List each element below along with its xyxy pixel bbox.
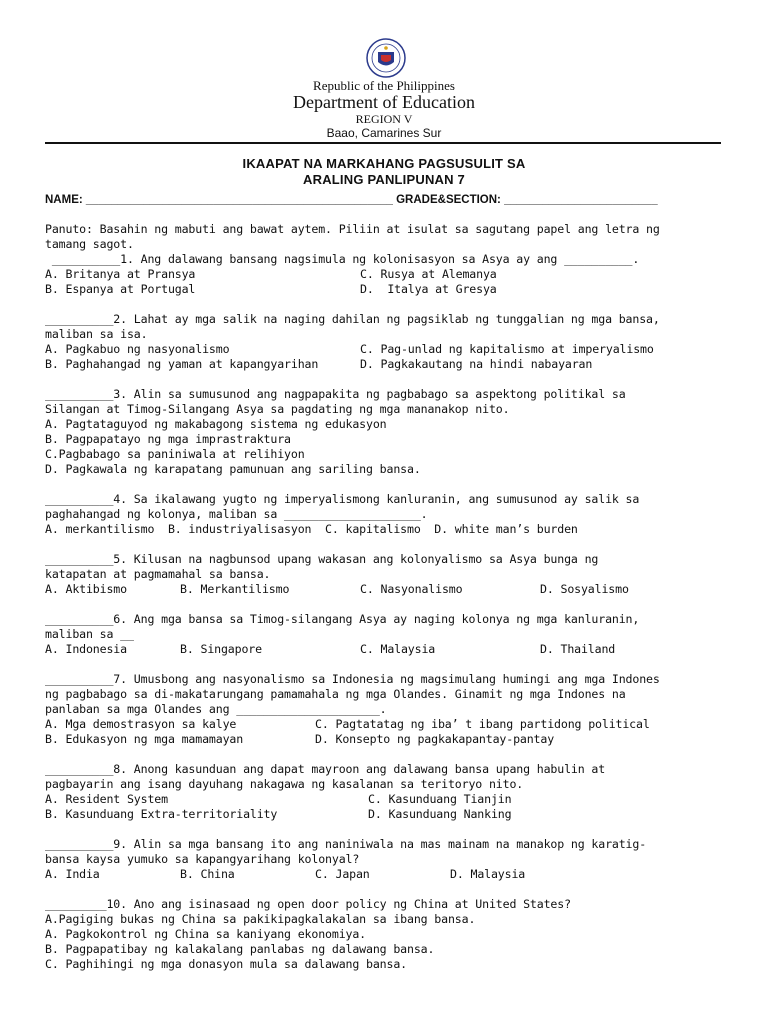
choice: A. Britanya at Pransya	[45, 267, 196, 281]
choice: A. Pagtataguyod ng makabagong sistema ng edukasyon	[45, 417, 387, 431]
choice-row: A. merkantilismo B. industriyalisasyon C. kapitalismo D. white man’s burden	[45, 522, 578, 536]
question-stem: __________2. Lahat ay mga salik na naging dahilan ng pagsiklab ng tunggalian ng mga bansa,	[45, 312, 660, 326]
choice: A. Mga demostrasyon sa kalye	[45, 717, 237, 731]
question-stem: __________8. Anong kasunduan ang dapat mayroon ang dalawang bansa upang habulin at	[45, 762, 606, 776]
directions-line: tamang sagot.	[45, 237, 134, 251]
choice: D. Malaysia	[450, 867, 526, 881]
choice: A. Pagkabuo ng nasyonalismo	[45, 342, 230, 356]
directions-line: Panuto: Basahin ng mabuti ang bawat aytem. Piliin at isulat sa sagutang papel ang letra ng	[45, 222, 660, 236]
choice: D. Sosyalismo	[540, 582, 629, 596]
header-republic: Republic of the Philippines	[313, 78, 455, 93]
choice: C. Pagtatatag ng iba’ t ibang partidong political	[315, 717, 650, 731]
choice: B. Espanya at Portugal	[45, 282, 196, 296]
choice: B. Merkantilismo	[180, 582, 290, 596]
question-stem: katapatan at pagmamahal sa bansa.	[45, 567, 271, 581]
question-stem: __________3. Alin sa sumusunod ang nagpapakita ng pagbabago sa aspektong politikal sa	[45, 387, 626, 401]
choice: B. Singapore	[180, 642, 262, 656]
choice: C. Malaysia	[360, 642, 436, 656]
choice: C.Pagbabago sa paniniwala at relihiyon	[45, 447, 305, 461]
question-stem: paghahangad ng kolonya, maliban sa ____________________.	[45, 507, 428, 521]
exam-title-line2: ARALING PANLIPUNAN 7	[303, 172, 465, 187]
choice: A.Pagiging bukas ng China sa pakikipagkalakalan sa ibang bansa.	[45, 912, 476, 926]
name-label: NAME:	[45, 194, 83, 206]
deped-seal-icon	[366, 38, 406, 78]
header-location: Baao, Camarines Sur	[326, 126, 442, 140]
choice: A. India	[45, 867, 100, 881]
question-stem: maliban sa isa.	[45, 327, 148, 341]
choice: C. Rusya at Alemanya	[360, 267, 497, 281]
choice: D. Kasunduang Nanking	[368, 807, 512, 821]
header-region: REGION V	[355, 112, 413, 126]
choice: D. Italya at Gresya	[360, 282, 497, 296]
question-stem: panlaban sa mga Olandes ang _____________________.	[45, 702, 387, 716]
choice: C. Paghihingi ng mga donasyon mula sa dalawang bansa.	[45, 957, 407, 971]
name-blank[interactable]: ________________________________________________	[85, 194, 393, 206]
choice: D. Pagkakautang na hindi nabayaran	[360, 357, 593, 371]
choice: C. Japan	[315, 867, 370, 881]
choice: B. Kasunduang Extra-territoriality	[45, 807, 278, 821]
choice: B. Edukasyon ng mga mamamayan	[45, 732, 244, 746]
question-stem: __________4. Sa ikalawang yugto ng imperyalismong kanluranin, ang sumusunod ay salik sa	[45, 492, 640, 506]
name-grade-line	[45, 194, 725, 206]
question-stem: __________7. Umusbong ang nasyonalismo sa Indonesia ng magsimulang humingi ang mga Indones	[45, 672, 660, 686]
choice: B. Paghahangad ng yaman at kapangyarihan	[45, 357, 319, 371]
question-stem: __________1. Ang dalawang bansang nagsimula ng kolonisasyon sa Asya ay ang __________.	[45, 252, 640, 266]
choice: B. China	[180, 867, 235, 881]
choice: C. Pag-unlad ng kapitalismo at imperyalismo	[360, 342, 654, 356]
question-stem: Silangan at Timog-Silangang Asya sa pagdating ng mga mananakop nito.	[45, 402, 510, 416]
question-stem: bansa kaysa yumuko sa kapangyarihang kolonyal?	[45, 852, 360, 866]
choice: B. Pagpapatayo ng mga imprastraktura	[45, 432, 291, 446]
question-stem: __________6. Ang mga bansa sa Timog-silangang Asya ay naging kolonya ng mga kanluranin,	[45, 612, 640, 626]
exam-title-line1: IKAAPAT NA MARKAHANG PAGSUSULIT SA	[242, 156, 526, 171]
grade-section-label: GRADE&SECTION:	[396, 194, 501, 206]
choice: C. Kasunduang Tianjin	[368, 792, 512, 806]
question-stem: pagbayarin ang isang dayuhang nakagawa ng kasalanan sa teritoryo nito.	[45, 777, 524, 791]
choice: D. Konsepto ng pagkakapantay-pantay	[315, 732, 555, 746]
question-stem: __________5. Kilusan na nagbunsod upang wakasan ang kolonyalismo sa Asya bunga ng	[45, 552, 599, 566]
choice: A. Aktibismo	[45, 582, 127, 596]
header-department: Department of Education	[293, 92, 475, 112]
header-divider	[45, 142, 721, 144]
question-stem: ng pagbabago sa di-makatarungang pamamahala ng mga Olandes. Ginamit ng mga Indones na	[45, 687, 626, 701]
choice: C. Nasyonalismo	[360, 582, 463, 596]
choice: D. Thailand	[540, 642, 616, 656]
choice: D. Pagkawala ng karapatang pamunuan ang sariling bansa.	[45, 462, 421, 476]
question-stem: maliban sa __	[45, 627, 134, 641]
choice: A. Indonesia	[45, 642, 127, 656]
choice: B. Pagpapatibay ng kalakalang panlabas ng dalawang bansa.	[45, 942, 435, 956]
question-stem: __________9. Alin sa mga bansang ito ang naniniwala na mas mainam na manakop ng karatig-	[45, 837, 647, 851]
question-stem: _________10. Ano ang isinasaad ng open door policy ng China at United States?	[45, 897, 571, 911]
grade-section-blank[interactable]: ________________________	[504, 194, 658, 206]
choice: A. Pagkokontrol ng China sa kaniyang ekonomiya.	[45, 927, 367, 941]
choice: A. Resident System	[45, 792, 168, 806]
